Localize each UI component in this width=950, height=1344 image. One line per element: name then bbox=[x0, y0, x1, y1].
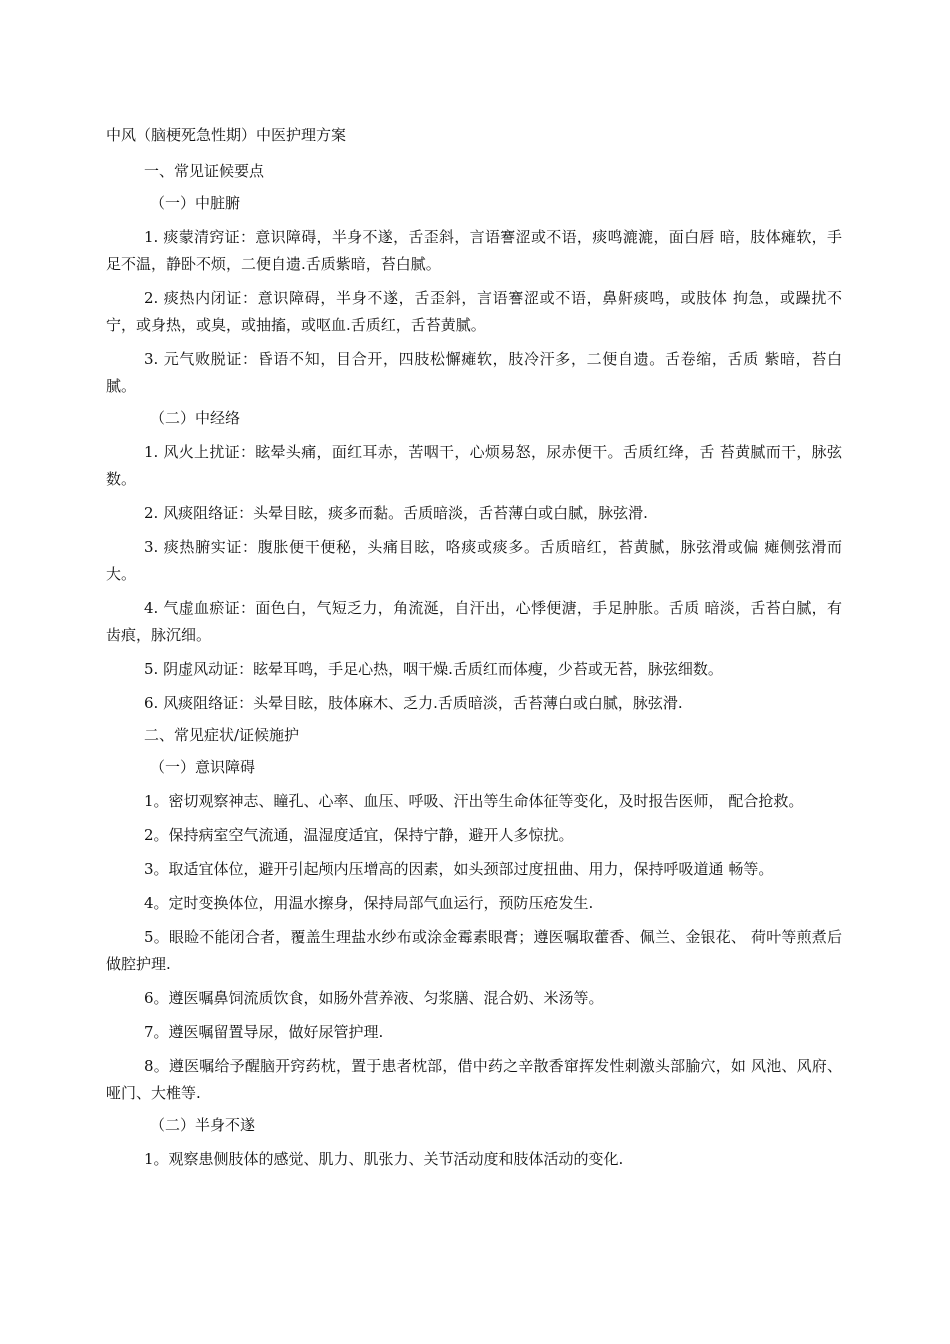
paragraph: 2. 风痰阻络证：头晕目眩，痰多而黏。舌质暗淡，舌苔薄白或白腻，脉弦滑. bbox=[144, 504, 648, 522]
section-heading: 二、常见症状/证候施护 bbox=[144, 726, 300, 744]
paragraph: 6。遵医嘱鼻饲流质饮食，如肠外营养液、匀浆膳、混合奶、米汤等。 bbox=[144, 989, 604, 1007]
paragraph: 5. 阴虚风动证：眩晕耳鸣，手足心热，咽干燥.舌质红而体瘦，少苔或无苔，脉弦细数。 bbox=[144, 660, 723, 678]
document-title: 中风（脑梗死急性期）中医护理方案 bbox=[106, 126, 347, 144]
paragraph: 4。定时变换体位，用温水擦身，保持局部气血运行，预防压疮发生. bbox=[144, 894, 594, 912]
section-heading: 一、常见证候要点 bbox=[144, 162, 265, 180]
paragraph: 8。遵医嘱给予醒脑开窍药枕，置于患者枕部，借中药之辛散香窜挥发性刺激头部腧穴，如 风池、风府、哑门、大椎等. bbox=[106, 1057, 842, 1102]
paragraph: 1。观察患侧肢体的感觉、肌力、肌张力、关节活动度和肢体活动的变化. bbox=[144, 1150, 624, 1168]
subsection-heading: （一）意识障碍 bbox=[150, 758, 256, 776]
subsection-heading: （二）中经络 bbox=[150, 409, 241, 427]
subsection-heading: （二）半身不遂 bbox=[150, 1116, 256, 1134]
paragraph: 5。眼睑不能闭合者，覆盖生理盐水纱布或涂金霉素眼膏；遵医嘱取藿香、佩兰、金银花、 荷叶等煎煮后做腔护理. bbox=[106, 928, 842, 973]
paragraph: 3。取适宜体位，避开引起颅内压增高的因素，如头颈部过度扭曲、用力，保持呼吸道通 畅等。 bbox=[144, 860, 774, 878]
paragraph: 2。保持病室空气流通，温湿度适宜，保持宁静，避开人多惊扰。 bbox=[144, 826, 574, 844]
paragraph: 3. 元气败脱证：昏语不知，目合开，四肢松懈瘫软，肢冷汗多，二便自遗。舌卷缩，舌质 紫暗，苔白腻。 bbox=[106, 350, 842, 395]
paragraph: 2. 痰热内闭证：意识障碍，半身不遂，舌歪斜，言语謇涩或不语，鼻鼾痰鸣，或肢体 拘急，或躁扰不宁，或身热，或臭，或抽搐，或呕血.舌质红，舌苔黄腻。 bbox=[106, 289, 842, 334]
paragraph: 4. 气虚血瘀证：面色白，气短乏力，角流涎，自汗出，心悸便溏，手足肿胀。舌质 暗淡，舌苔白腻，有齿痕，脉沉细。 bbox=[106, 599, 842, 644]
subsection-heading: （一）中脏腑 bbox=[150, 194, 241, 212]
paragraph: 1. 痰蒙清窍证：意识障碍，半身不遂，舌歪斜，言语謇涩或不语，痰鸣漉漉，面白唇 暗，肢体瘫软，手足不温，静卧不烦，二便自遗.舌质紫暗，苔白腻。 bbox=[106, 228, 842, 273]
paragraph: 6. 风痰阻络证：头晕目眩，肢体麻木、乏力.舌质暗淡，舌苔薄白或白腻，脉弦滑. bbox=[144, 694, 683, 712]
paragraph: 1. 风火上扰证：眩晕头痛，面红耳赤，苦咽干，心烦易怒，尿赤便干。舌质红绛，舌 苔黄腻而干，脉弦数。 bbox=[106, 443, 842, 488]
paragraph: 1。密切观察神志、瞳孔、心率、血压、呼吸、汗出等生命体征等变化，及时报告医师， 配合抢救。 bbox=[144, 792, 804, 810]
paragraph: 7。遵医嘱留置导尿，做好尿管护理. bbox=[144, 1023, 384, 1041]
paragraph: 3. 痰热腑实证：腹胀便干便秘，头痛目眩，咯痰或痰多。舌质暗红，苔黄腻，脉弦滑或偏 瘫侧弦滑而大。 bbox=[106, 538, 842, 583]
document-page bbox=[106, 124, 842, 1180]
